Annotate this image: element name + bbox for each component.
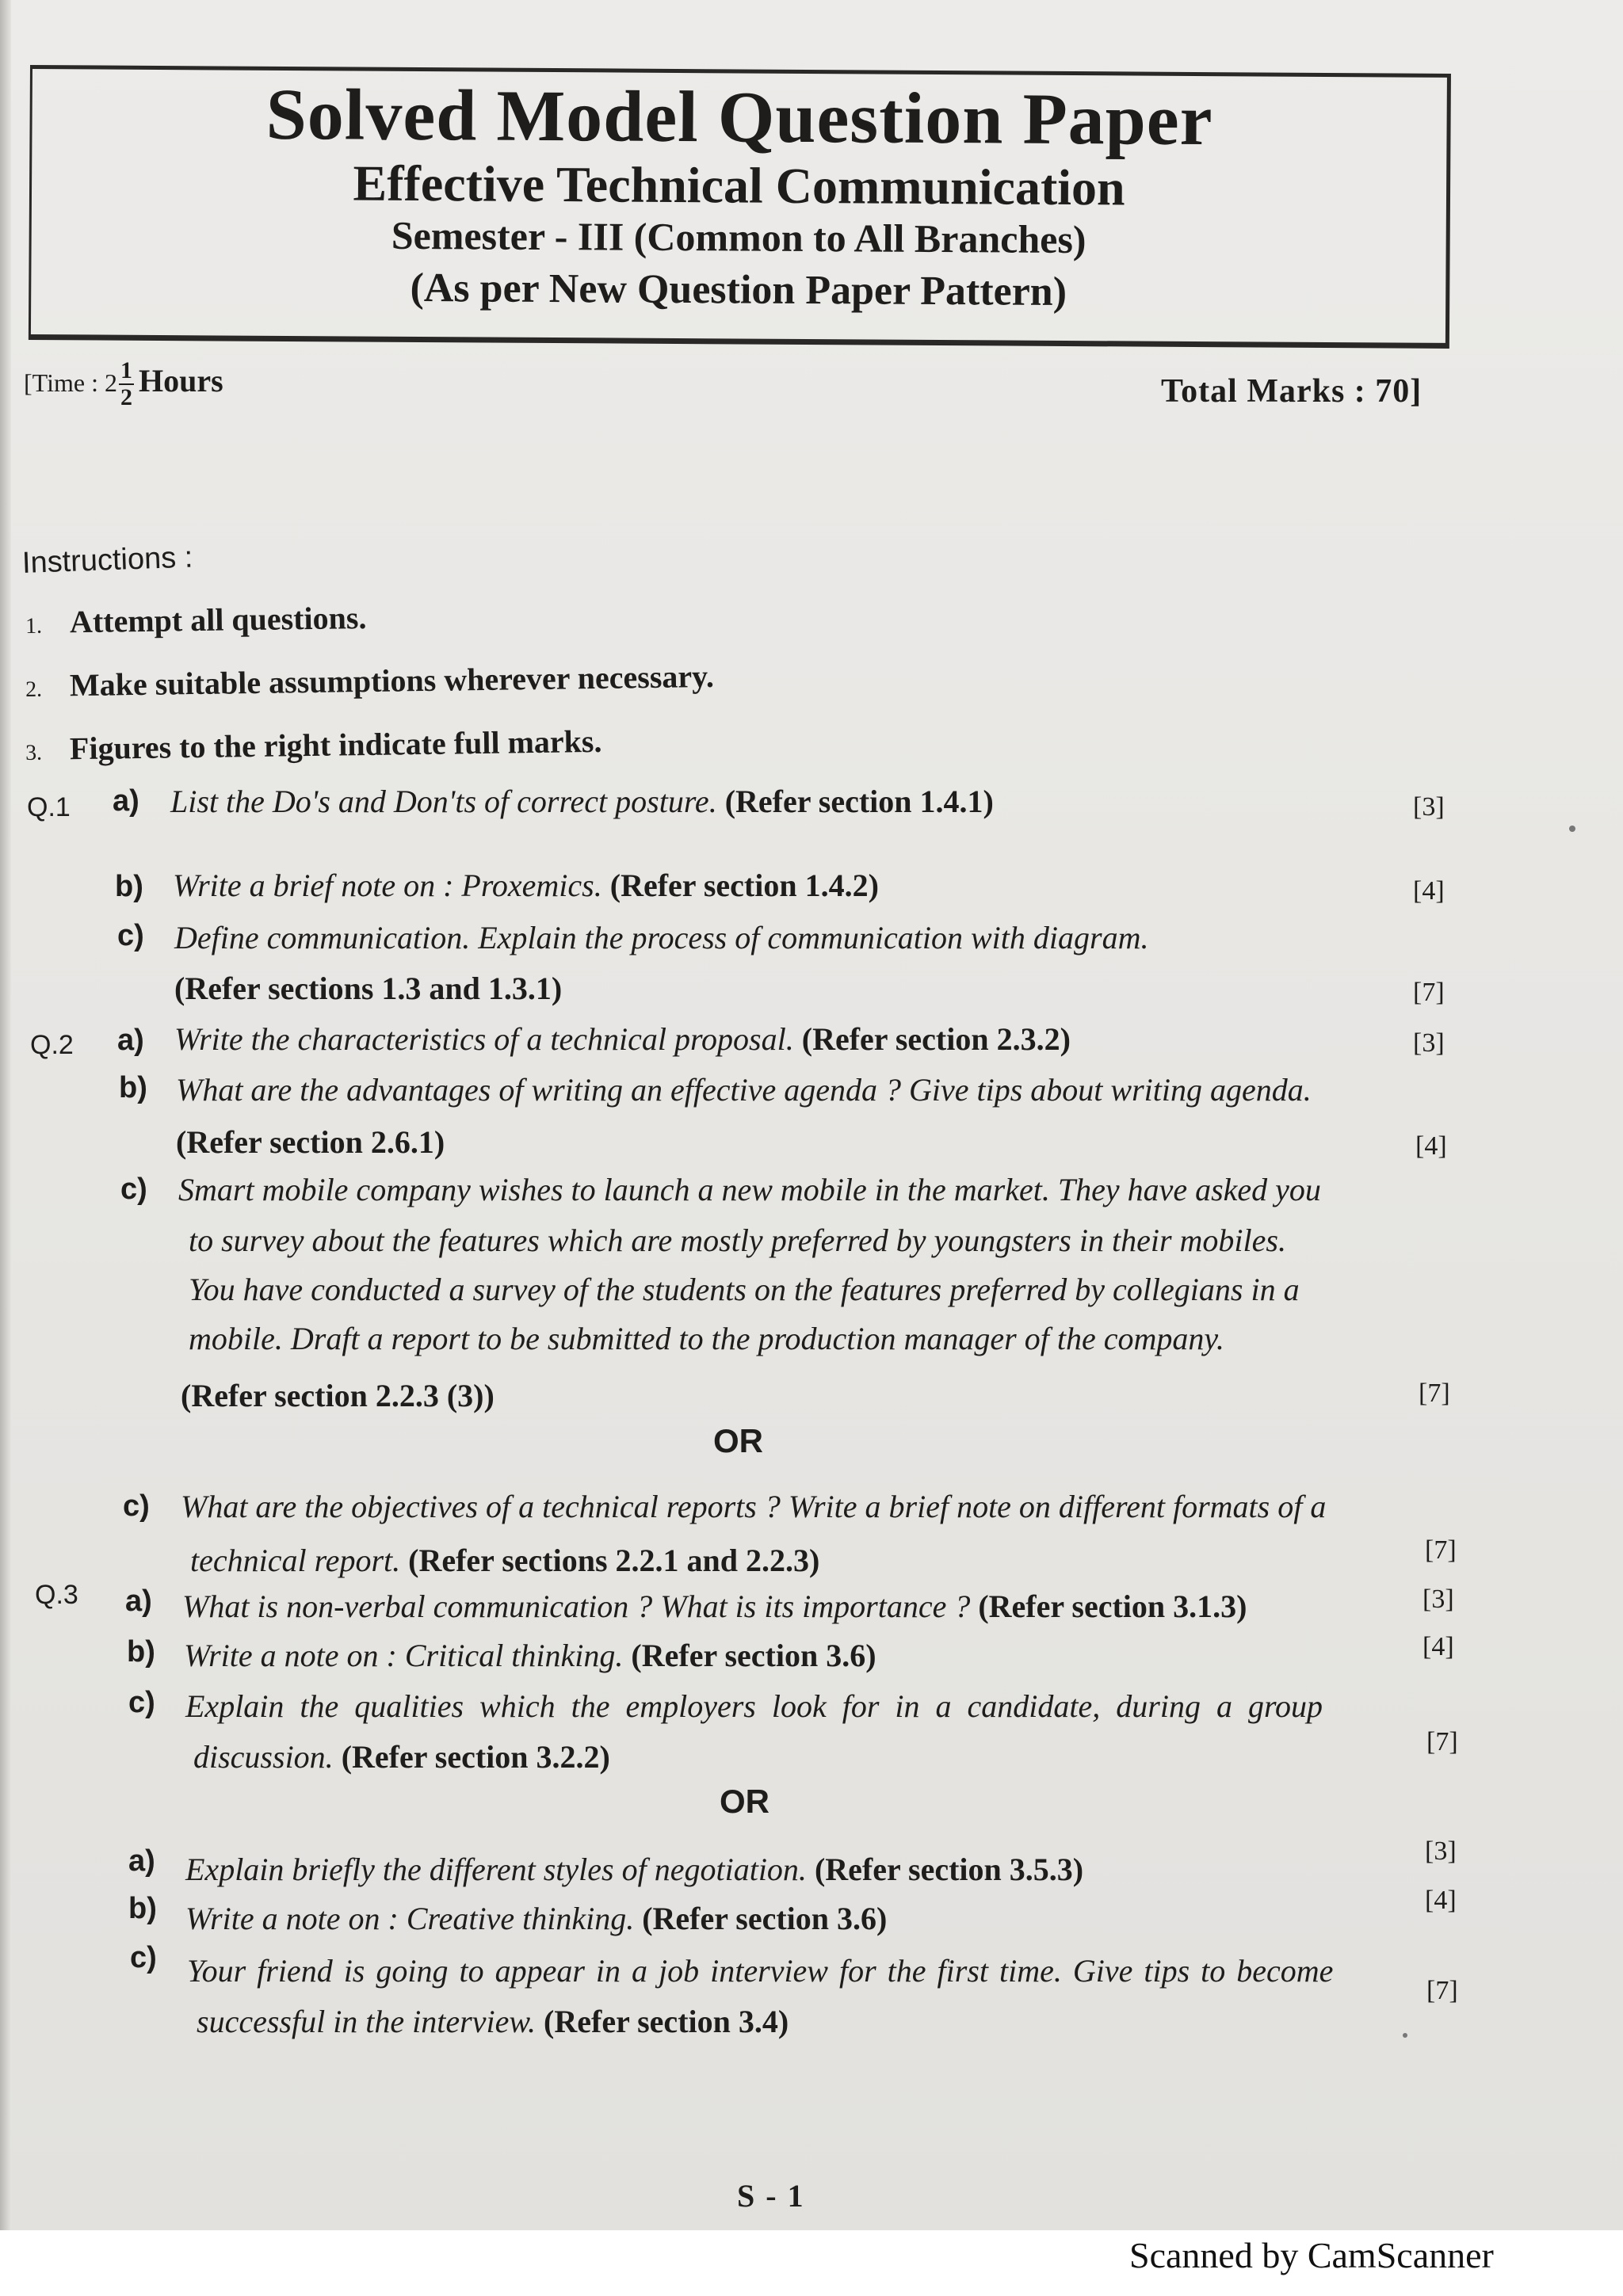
question-body: technical report. (190, 1543, 401, 1578)
section-reference: (Refer section 3.2.2) (341, 1739, 610, 1775)
or-divider: OR (713, 1422, 763, 1459)
page-edge-shadow (0, 0, 11, 2230)
question-number: Q.1 (27, 792, 71, 822)
marks-label: [7] (1419, 1379, 1450, 1408)
sub-question-letter: c) (123, 1489, 150, 1523)
marks-label: [4] (1425, 1886, 1457, 1915)
sub-question-letter: a) (128, 1844, 155, 1878)
section-reference: (Refer section 3.1.3) (978, 1589, 1247, 1624)
marks-label: [4] (1415, 1131, 1447, 1161)
subject-title: Effective Technical Communication (353, 154, 1125, 216)
marks-label: [7] (1425, 1535, 1457, 1565)
sub-question-letter: a) (113, 784, 139, 818)
question-line: Explain the qualities which the employers look for in a candidate, during a group (185, 1688, 1323, 1724)
marks-label: [3] (1425, 1836, 1457, 1866)
question-text (174, 970, 562, 1007)
question-text (170, 783, 994, 820)
pattern-line: (As per New Question Paper Pattern) (410, 265, 1067, 315)
instruction-item (25, 599, 367, 641)
time-allowed (24, 358, 223, 410)
question-body: Explain briefly the different styles of negotiation. (185, 1852, 807, 1887)
question-text (173, 867, 879, 904)
question-body: Define communication. Explain the process of communication with diagram. (174, 920, 1149, 955)
question-text (182, 1588, 1247, 1625)
instructions-heading: Instructions : (21, 540, 194, 580)
question-body: List the Do's and Don'ts of correct posture. (170, 784, 717, 819)
question-body: What are the advantages of writing an effective agenda ? Give tips about writing agenda. (176, 1072, 1312, 1108)
question-text (174, 1020, 1071, 1058)
question-text (185, 1851, 1083, 1888)
sub-question-letter: a) (125, 1585, 152, 1618)
instruction-number: 3. (25, 740, 43, 765)
marks-label: [7] (1413, 978, 1445, 1007)
sub-question-letter: b) (119, 1071, 147, 1104)
sub-question-letter: b) (115, 870, 143, 903)
fraction-numerator: 1 (120, 357, 132, 383)
scanner-watermark: Scanned by CamScanner (1129, 2235, 1494, 2275)
scan-speck (1569, 826, 1575, 832)
question-line: Your friend is going to appear in a job interview for the first time. Give tips to become (187, 1953, 1334, 1989)
question-line: mobile. Draft a report to be submitted to the production manager of the company. (189, 1321, 1224, 1356)
section-reference: (Refer section 2.2.3 (3)) (181, 1378, 495, 1413)
question-body: Write a brief note on : Proxemics. (173, 868, 602, 903)
question-text (184, 1637, 876, 1674)
question-text (193, 1738, 610, 1775)
instruction-text: Make suitable assumptions wherever necessary. (69, 658, 715, 704)
section-reference: (Refer section 3.5.3) (814, 1852, 1084, 1887)
question-text (181, 1377, 495, 1414)
or-divider: OR (720, 1783, 769, 1820)
instruction-number: 1. (25, 613, 43, 639)
sub-question-letter: c) (130, 1941, 157, 1974)
question-text (176, 1123, 445, 1161)
semester-line: Semester - III (Common to All Branches) (391, 212, 1086, 262)
sub-question-letter: c) (128, 1686, 155, 1719)
question-line: Smart mobile company wishes to launch a new mobile in the market. They have asked you (178, 1172, 1321, 1207)
section-reference: (Refer section 2.3.2) (801, 1021, 1071, 1057)
marks-label: [7] (1426, 1727, 1458, 1756)
question-body: Write a note on : Critical thinking. (184, 1638, 624, 1673)
fraction-denominator: 2 (120, 384, 132, 410)
sub-question-letter: a) (117, 1024, 144, 1057)
question-body: successful in the interview. (197, 2004, 537, 2039)
page-number: S - 1 (737, 2178, 805, 2214)
section-reference: (Refer section 1.4.2) (609, 868, 879, 903)
section-reference: (Refer sections 2.2.1 and 2.2.3) (408, 1543, 820, 1578)
section-reference: (Refer section 1.4.1) (724, 784, 994, 819)
marks-label: [7] (1426, 1976, 1458, 2005)
question-number: Q.2 (30, 1030, 74, 1060)
question-body: discussion. (193, 1739, 334, 1775)
question-line: You have conducted a survey of the students on the features preferred by collegians in a (189, 1272, 1300, 1307)
instruction-text: Attempt all questions. (69, 599, 367, 640)
question-body: Write the characteristics of a technical proposal. (174, 1021, 794, 1057)
question-body: What is non-verbal communication ? What is its importance ? (182, 1589, 971, 1624)
sub-question-letter: b) (127, 1635, 155, 1669)
instruction-number: 2. (25, 677, 43, 702)
question-body: Write a note on : Creative thinking. (185, 1901, 635, 1936)
scan-speck (1403, 2033, 1407, 2038)
marks-label: [3] (1413, 792, 1445, 822)
time-unit: Hours (138, 363, 223, 399)
sub-question-letter: c) (120, 1173, 147, 1206)
question-text (190, 1542, 819, 1579)
section-reference: (Refer section 3.6) (631, 1638, 876, 1673)
time-fraction (119, 358, 134, 410)
question-text (197, 2003, 789, 2040)
total-marks: Total Marks : 70] (1161, 373, 1423, 410)
paper-title: Solved Model Question Paper (265, 73, 1213, 161)
question-text (185, 1900, 887, 1937)
marks-label: [4] (1413, 876, 1445, 906)
marks-label: [3] (1413, 1028, 1445, 1058)
marks-label: [3] (1423, 1585, 1454, 1614)
section-reference: (Refer section 3.6) (642, 1901, 888, 1936)
sub-question-letter: c) (117, 919, 144, 952)
marks-label: [4] (1423, 1632, 1454, 1661)
section-reference: (Refer section 2.6.1) (176, 1124, 445, 1160)
question-line: to survey about the features which are mostly preferred by youngsters in their mobiles. (189, 1222, 1286, 1258)
title-box (29, 65, 1451, 349)
question-line: What are the objectives of a technical reports ? Write a brief note on different formats of a (181, 1489, 1327, 1524)
instruction-text: Figures to the right indicate full marks. (69, 723, 602, 767)
sub-question-letter: b) (128, 1892, 157, 1925)
section-reference: (Refer sections 1.3 and 1.3.1) (174, 971, 563, 1006)
section-reference: (Refer section 3.4) (544, 2004, 789, 2039)
time-label: [Time : 2 (24, 368, 117, 398)
question-number: Q.3 (35, 1580, 78, 1610)
